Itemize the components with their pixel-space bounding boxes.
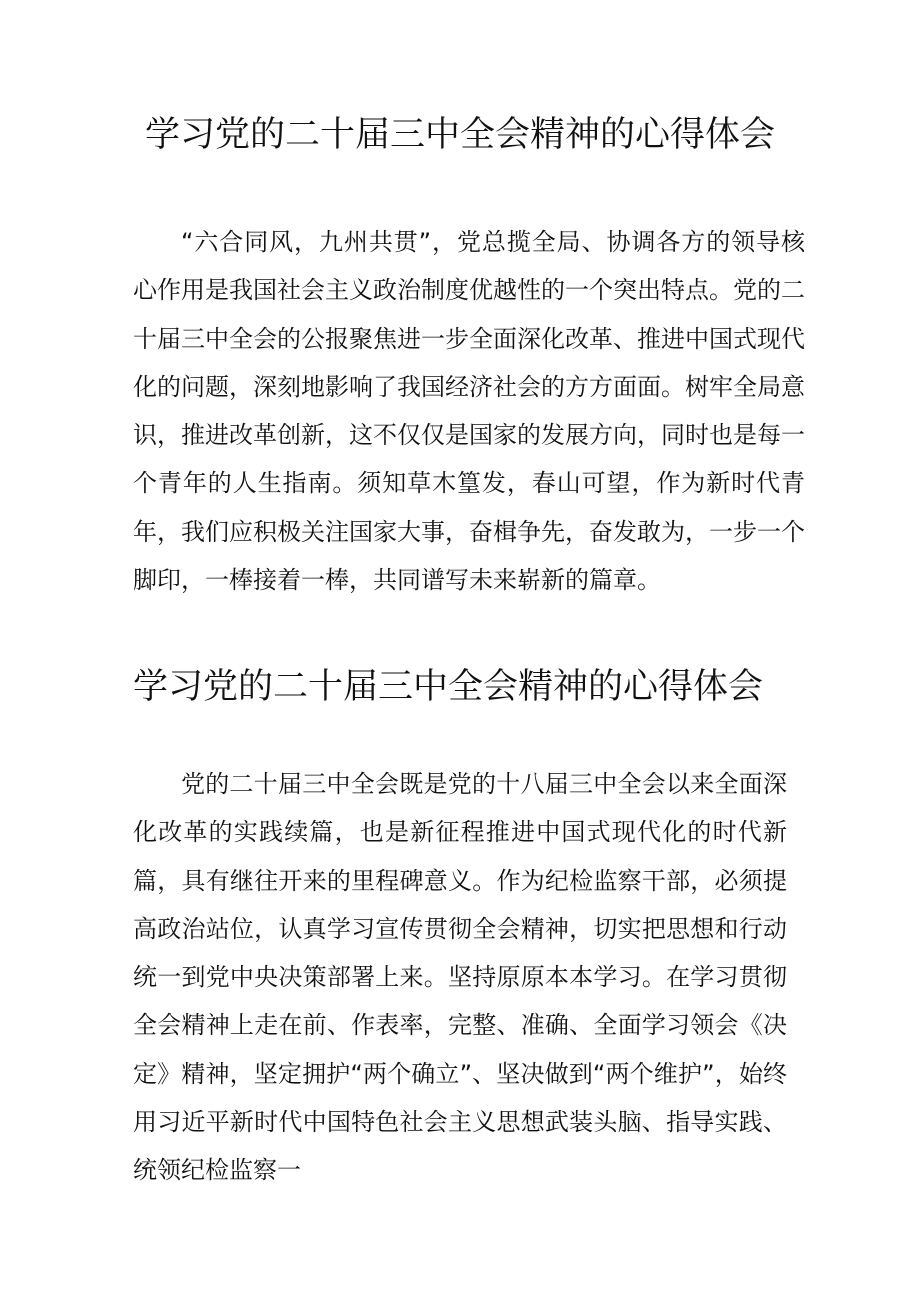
section-1-paragraph: “六合同风，九州共贯”，党总揽全局、协调各方的领导核心作用是我国社会主义政治制度优越性的一个突出特点。党的二十届三中全会的公报聚焦进一步全面深化改革、推进中国式现代化的问题，深刻地影响了我国经济社会的方方面面。树牢全局意识，推进改革创新，这不仅仅是国家的发展方向，同时也是每一个青年的人生指南。须知草木篁发，春山可望，作为新时代青年，我们应积极关注国家大事，奋楫争先，奋发敢为，一步一个脚印，一棒接着一棒，共同谱写未来崭新的篇章。 (133, 228, 805, 595)
section-1-title: 学习党的二十届三中全会精神的心得体会 (144, 115, 775, 155)
section-2-title: 学习党的二十届三中全会精神的心得体会 (133, 667, 764, 707)
section-2-paragraph: 党的二十届三中全会既是党的十八届三中全会以来全面深化改革的实践续篇，也是新征程推进中国式现代化的时代新篇，具有继往开来的里程碑意义。作为纪检监察干部，必须提高政治站位，认真学习宣传贯彻全会精神，切实把思想和行动统一到党中央决策部署上来。坚持原原本本学习。在学习贯彻全会精神上走在前、作表率，完整、准确、全面学习领会《决定》精神，坚定拥护“两个确立”、坚决做到“两个维护”，始终用习近平新时代中国特色社会主义思想武装头脑、指导实践、统领纪检监察一 (133, 770, 787, 1185)
